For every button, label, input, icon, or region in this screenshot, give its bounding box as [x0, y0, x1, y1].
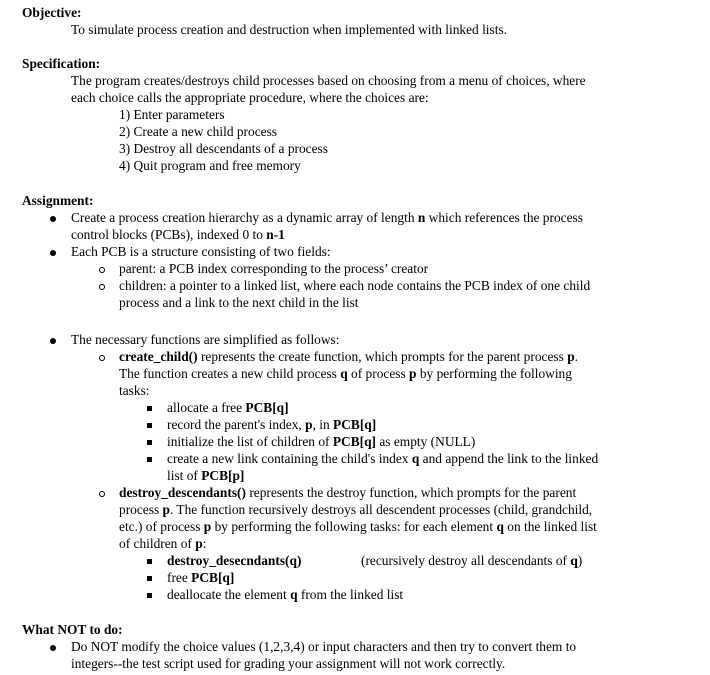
destroy-task-3: deallocate the element q from the linked list: [167, 587, 404, 602]
assignment-bullet-2: Each PCB is a structure consisting of two fields:: [71, 244, 331, 259]
create-child-line-2: The function creates a new child process q of process p by performing the following: [119, 366, 572, 381]
create-child-line-1: create_child() represents the create function, which prompts for the parent process p.: [119, 349, 579, 364]
circle-bullet-icon: [99, 355, 105, 361]
bullet-icon: [50, 250, 56, 256]
destroy-task-2: free PCB[q]: [167, 570, 235, 585]
destroy-task-1-call: destroy_desecndants(q): [167, 553, 302, 568]
circle-bullet-icon: [99, 491, 105, 497]
destroy-descendants-line-3: etc.) of process p by performing the following tasks: for each element q on the linked list: [119, 519, 597, 534]
assignment-bullet-1-line-1: Create a process creation hierarchy as a dynamic array of length n which references the process: [71, 210, 583, 225]
choice-item: 2) Create a new child process: [119, 124, 278, 139]
square-bullet-icon: [147, 440, 152, 445]
pcb-children-field-line-1: children: a pointer to a linked list, where each node contains the PCB index of one child: [119, 278, 591, 293]
pcb-parent-field: parent: a PCB index corresponding to the process’ creator: [119, 261, 429, 276]
square-bullet-icon: [147, 457, 152, 462]
not-to-do-line-1: Do NOT modify the choice values (1,2,3,4) or input characters and then try to convert them to: [71, 639, 577, 654]
create-child-task-4-line-1: create a new link containing the child's index q and append the link to the linked: [167, 451, 599, 466]
circle-bullet-icon: [99, 284, 105, 290]
objective-text: To simulate process creation and destruction when implemented with linked lists.: [71, 22, 508, 37]
not-to-do-line-2: integers--the test script used for grading your assignment will not work correctly.: [71, 656, 506, 671]
specification-line-1: The program creates/destroys child processes based on choosing from a menu of choices, where: [71, 73, 586, 88]
bullet-icon: [50, 216, 56, 222]
destroy-descendants-line-1: destroy_descendants() represents the destroy function, which prompts for the parent: [119, 485, 577, 500]
create-child-task-4-line-2: list of PCB[p]: [167, 468, 245, 483]
circle-bullet-icon: [99, 267, 105, 273]
square-bullet-icon: [147, 559, 152, 564]
create-child-task-1: allocate a free PCB[q]: [167, 400, 289, 415]
destroy-descendants-line-4: of children of p:: [119, 536, 207, 551]
square-bullet-icon: [147, 423, 152, 428]
create-child-line-3: tasks:: [119, 383, 150, 398]
assignment-bullet-1-line-2: control blocks (PCBs), indexed 0 to n-1: [71, 227, 285, 242]
bullet-icon: [50, 338, 56, 344]
destroy-task-1-comment: (recursively destroy all descendants of q): [361, 553, 583, 568]
choice-item: 3) Destroy all descendants of a process: [119, 141, 328, 156]
create-child-task-2: record the parent's index, p, in PCB[q]: [167, 417, 377, 432]
choice-item: 1) Enter parameters: [119, 107, 225, 122]
square-bullet-icon: [147, 406, 152, 411]
square-bullet-icon: [147, 593, 152, 598]
assignment-bullet-3: The necessary functions are simplified as follows:: [71, 332, 340, 347]
destroy-descendants-line-2: process p. The function recursively destroys all descendent processes (child, grandchild,: [119, 502, 593, 517]
choice-item: 4) Quit program and free memory: [119, 158, 301, 173]
objective-heading: Objective:: [22, 5, 82, 20]
bullet-icon: [50, 645, 56, 651]
not-to-do-heading: What NOT to do:: [22, 622, 123, 637]
create-child-task-3: initialize the list of children of PCB[q] as empty (NULL): [167, 434, 476, 449]
square-bullet-icon: [147, 576, 152, 581]
pcb-children-field-line-2: process and a link to the next child in the list: [119, 295, 359, 310]
specification-line-2: each choice calls the appropriate procedure, where the choices are:: [71, 90, 429, 105]
specification-heading: Specification:: [22, 56, 101, 71]
assignment-heading: Assignment:: [22, 193, 94, 208]
